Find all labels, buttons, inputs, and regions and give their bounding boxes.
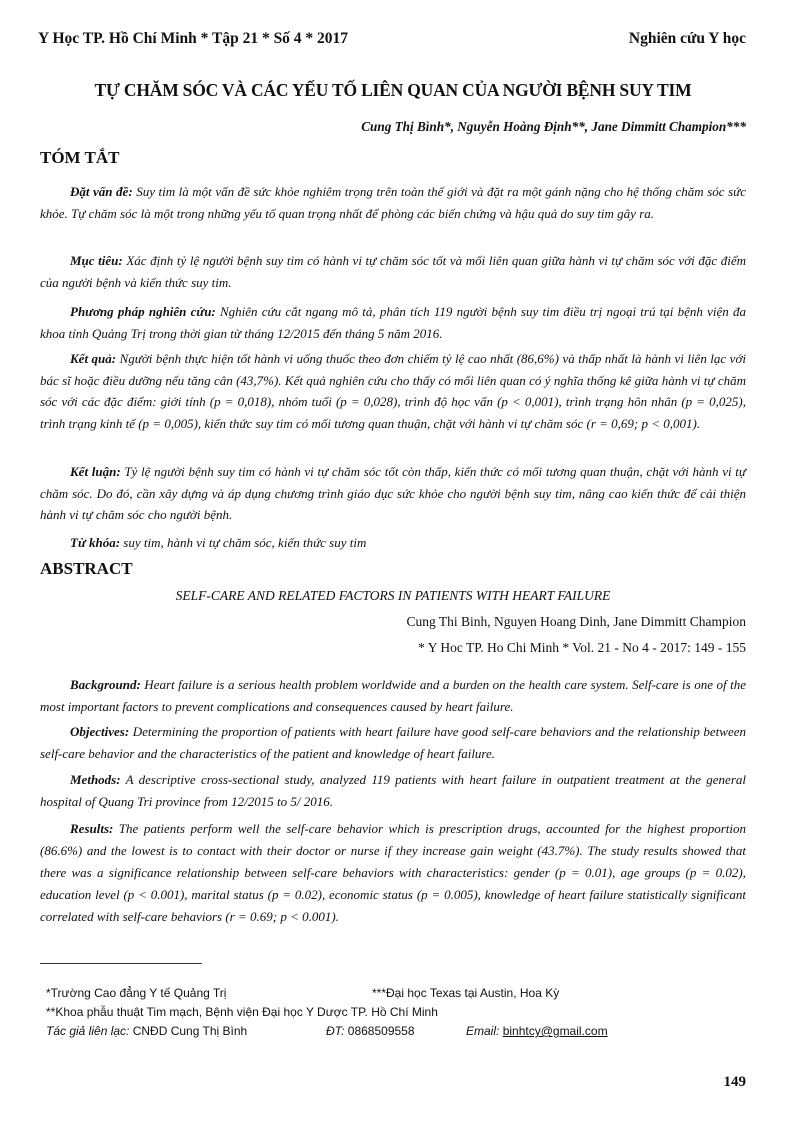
summary-methods (40, 301, 746, 344)
summary-label: Phương pháp nghiên cứu: (70, 304, 216, 319)
abstract-label: Objectives: (70, 724, 130, 739)
article-title: TỰ CHĂM SÓC VÀ CÁC YẾU TỐ LIÊN QUAN CỦA NGƯỜI BỆNH SUY TIM (94, 80, 692, 100)
footnote-3: ***Đại học Texas tại Austin, Hoa Kỳ (372, 986, 560, 1000)
citation: * Y Hoc TP. Ho Chi Minh * Vol. 21 - No 4 - 2017: 149 - 155 (418, 640, 746, 655)
abstract-objectives (40, 721, 746, 765)
abstract-text: The patients perform well the self-care behavior which is prescription drugs, accounted for the highest proportion (86.6%) and the lowest is to contact with their doctor or nurse if they increase gain weight (43.7%). The study results showed that there was a significance relationship between self-care behaviors with characteristics: gender (p = 0.01), age groups (p = 0.02), education level (p < 0.001), marital status (p = 0.02), economic status (p = 0.005), knowledge of heart failure statistically significant correlated with self-care behaviors (r = 0.69; p < 0.001). (40, 821, 746, 924)
summary-text: Xác định tỷ lệ người bệnh suy tim có hành vi tự chăm sóc tốt và mối liên quan giữa hành vi tự chăm sóc với đặc điểm của người bệnh và kiến thức suy tim. (40, 253, 746, 290)
section-header: Nghiên cứu Y học (628, 30, 746, 47)
contact-name: CNĐD Cung Thị Bình (129, 1024, 248, 1038)
abstract-label: Results: (70, 821, 114, 836)
journal-header: Y Học TP. Hồ Chí Minh * Tập 21 * Số 4 * 2017 (38, 30, 349, 47)
summary-text: Suy tim là một vấn đề sức khỏe nghiêm trọng trên toàn thế giới và đặt ra một gánh nặng cho hệ thống chăm sóc sức khỏe. Tự chăm sóc là một trong những yếu tố quan trọng nhất để phòng các biến chứng và hậu quả do suy tim gây ra. (40, 184, 746, 221)
abstract-text: Heart failure is a serious health problem worldwide and a burden on the health care system. Self-care is one of the most important factors to prevent complications and consequences caused by heart failure. (40, 677, 746, 714)
contact-label: Tác giả liên lạc: (46, 1024, 130, 1038)
summary-text: Nghiên cứu cắt ngang mô tả, phân tích 119 người bệnh suy tim điều trị ngoại trú tại bệnh viện đa khoa tỉnh Quảng Trị trong thời gian từ tháng 12/2015 đến tháng 5 năm 2016. (40, 304, 746, 341)
abstract-label: Methods: (70, 772, 121, 787)
summary-text: Người bệnh thực hiện tốt hành vi uống thuốc theo đơn chiếm tỷ lệ cao nhất (86,6%) và thấp nhất là hành vi liên lạc với bác sĩ hoặc điều dưỡng nếu tăng cân (43,7%). Kết quả nghiên cứu cho thấy có mối liên quan có ý nghĩa thống kê giữa hành vi tự chăm sóc với các đặc điểm: giới tính (p = 0,018), nhóm tuổi (p = 0,028), trình độ học vấn (p < 0,001), trình trạng hôn nhân (p = 0,025), trình trạng kinh tế (p = 0,005), kiến thức suy tim có mối tương quan thuận, chặt với hành vi tự chăm sóc (r = 0,69; p < 0,001). (40, 351, 746, 431)
summary-label: Từ khóa: (70, 535, 121, 550)
summary-text: Tỷ lệ người bệnh suy tim có hành vi tự chăm sóc tốt còn thấp, kiến thức có mối tương quan thuận, chặt với hành vi tự chăm sóc. Do đó, cần xây dựng và áp dụng chương trình giáo dục sức khỏe cho người bệnh suy tim, nâng cao kiến thức để cải thiện hành vi tự chăm sóc cho người bệnh. (40, 464, 746, 522)
authors-en: Cung Thi Binh, Nguyen Hoang Dinh, Jane Dimmitt Champion (406, 614, 746, 629)
email-label: Email: (466, 1024, 500, 1038)
footnote-1: *Trường Cao đẳng Y tế Quảng Trị (46, 986, 227, 1000)
abstract-text: Determining the proportion of patients with heart failure have good self-care behaviors and the relationship between self-care behavior and the characteristics of the patient and knowledge of heart failure. (40, 724, 746, 761)
summary-label: Kết quả: (70, 351, 117, 366)
summary-label: Kết luận: (70, 464, 121, 479)
abstract-background (40, 674, 746, 718)
summary-background (40, 181, 746, 224)
abstract-label: Background: (70, 677, 141, 692)
summary-results (40, 348, 746, 434)
footnote-divider (40, 963, 202, 964)
phone-number: 0868509558 (344, 1024, 415, 1038)
contact-email (466, 1024, 608, 1038)
abstract-methods (40, 769, 746, 813)
summary-text: suy tim, hành vi tự chăm sóc, kiến thức suy tim (120, 535, 367, 550)
contact-info (46, 1024, 247, 1038)
email-link[interactable]: binhtcy@gmail.com (502, 1024, 608, 1038)
summary-label: Mục tiêu: (70, 253, 123, 268)
page-number: 149 (723, 1074, 746, 1090)
summary-conclusion (40, 461, 746, 526)
summary-heading: TÓM TẮT (40, 148, 120, 167)
abstract-heading: ABSTRACT (40, 559, 133, 578)
phone-label: ĐT: (326, 1024, 345, 1038)
footnote-2: **Khoa phẫu thuật Tim mạch, Bệnh viện Đại học Y Dược TP. Hồ Chí Minh (46, 1005, 438, 1019)
summary-objective (40, 250, 746, 293)
summary-label: Đặt vấn đề: (70, 184, 133, 199)
abstract-results (40, 818, 746, 928)
abstract-title: SELF-CARE AND RELATED FACTORS IN PATIENTS WITH HEART FAILURE (175, 588, 611, 603)
authors-vi: Cung Thị Bình*, Nguyễn Hoàng Định**, Jane Dimmitt Champion*** (361, 119, 746, 134)
contact-phone (326, 1024, 415, 1038)
summary-keywords (40, 532, 746, 554)
abstract-text: A descriptive cross-sectional study, analyzed 119 patients with heart failure in outpatient treatment at the general hospital of Quang Tri province from 12/2015 to 5/ 2016. (40, 772, 746, 809)
